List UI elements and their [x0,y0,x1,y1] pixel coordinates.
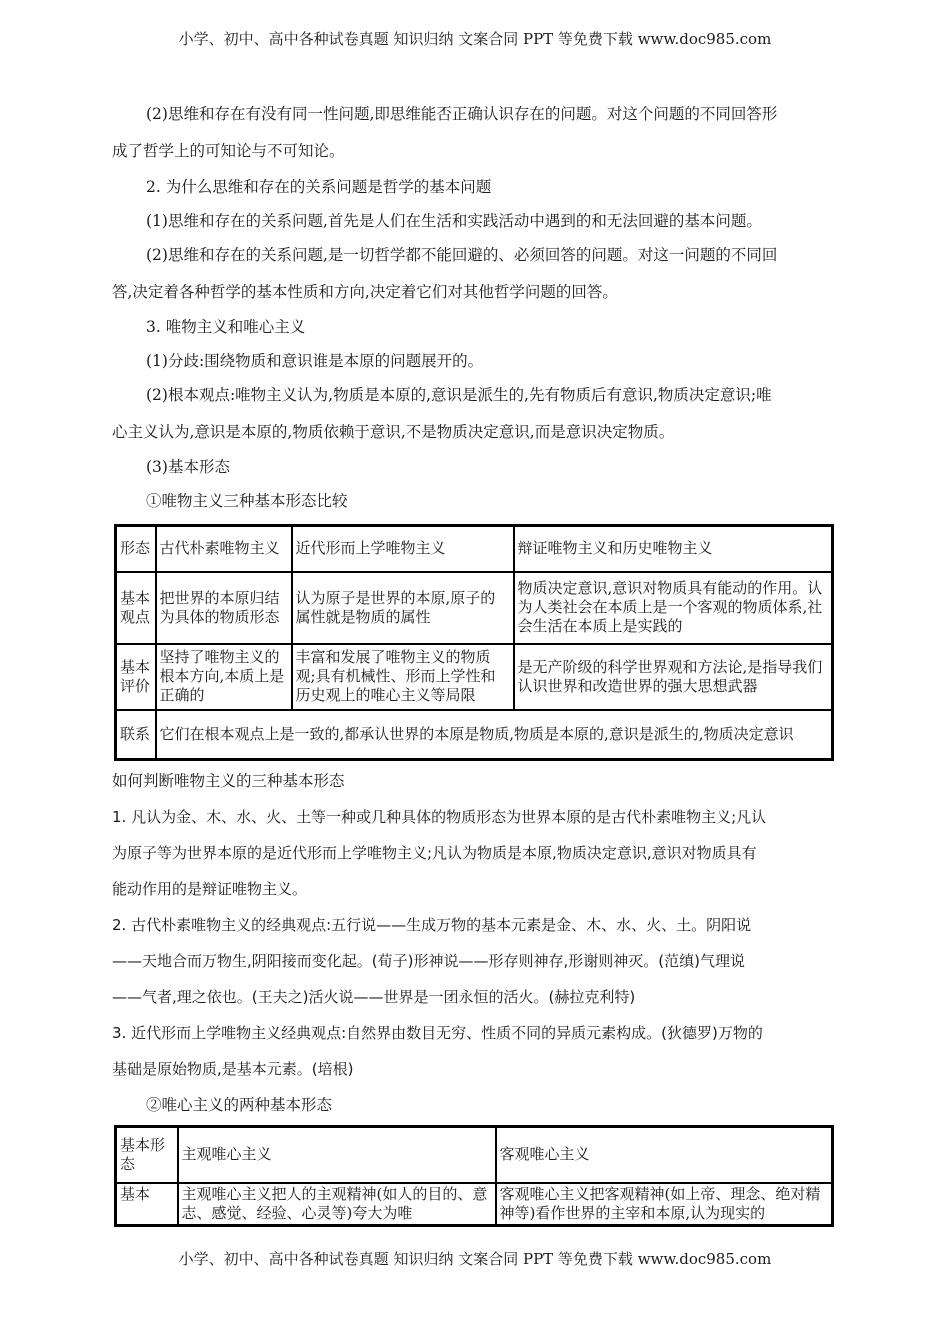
paragraph: 答,决定着各种哲学的基本性质和方向,决定着它们对其他哲学问题的回答。 [112,283,618,301]
section-heading: 2. 为什么思维和存在的关系问题是哲学的基本问题 [146,178,492,196]
table-row [116,526,833,572]
table-row [116,572,833,644]
paragraph: (3)基本形态 [146,458,230,476]
table-cell: 是无产阶级的科学世界观和方法论,是指导我们认识世界和改造世界的强大思想武器 [514,644,833,710]
paragraph: 3. 近代形而上学唯物主义经典观点:自然界由数目无穷、性质不同的异质元素构成。(狄德罗)万物的 [112,1024,763,1042]
table-cell: 物质决定意识,意识对物质具有能动的作用。认为人类社会在本质上是一个客观的物质体系,社会生活在本质上是实践的 [514,572,833,644]
table-cell: 把世界的本原归结为具体的物质形态 [156,572,292,644]
page-header: 小学、初中、高中各种试卷真题 知识归纳 文案合同 PPT 等免费下载 www.doc985.com [178,30,772,48]
table-cell: 基本 [116,1183,178,1226]
paragraph: (2)思维和存在的关系问题,是一切哲学都不能回避的、必须回答的问题。对这一问题的不同回 [146,246,778,264]
table-cell: 基本形态 [116,1127,178,1183]
paragraph: 基础是原始物质,是基本元素。(培根) [112,1060,354,1078]
table-row [116,644,833,710]
paragraph: (2)根本观点:唯物主义认为,物质是本原的,意识是派生的,先有物质后有意识,物质决定意识;唯 [146,386,772,404]
paragraph: 成了哲学上的可知论与不可知论。 [112,142,345,160]
table-cell: 坚持了唯物主义的根本方向,本质上是正确的 [156,644,292,710]
paragraph: 2. 古代朴素唯物主义的经典观点:五行说——生成万物的基本元素是金、木、水、火、土。阴阳说 [112,916,752,934]
table-cell: 丰富和发展了唯物主义的物质观;具有机械性、形而上学性和历史观上的唯心主义等局限 [292,644,514,710]
paragraph: (1)分歧:围绕物质和意识谁是本原的问题展开的。 [146,352,484,370]
table-cell: 古代朴素唯物主义 [156,526,292,572]
section-heading: 3. 唯物主义和唯心主义 [146,318,306,336]
table-cell: 基本观点 [116,572,156,644]
table-cell: 形态 [116,526,156,572]
table-cell: 基本评价 [116,644,156,710]
table-caption: ②唯心主义的两种基本形态 [146,1096,333,1114]
paragraph: (1)思维和存在的关系问题,首先是人们在生活和实践活动中遇到的和无法回避的基本问题。 [146,212,762,230]
page-footer: 小学、初中、高中各种试卷真题 知识归纳 文案合同 PPT 等免费下载 www.doc985.com [178,1250,772,1268]
paragraph: 1. 凡认为金、木、水、火、土等一种或几种具体的物质形态为世界本原的是古代朴素唯物主义;凡认 [112,808,767,826]
subheading: 如何判断唯物主义的三种基本形态 [112,772,345,790]
table-row [116,710,833,760]
paragraph: (2)思维和存在有没有同一性问题,即思维能否正确认识存在的问题。对这个问题的不同回答形 [146,105,778,123]
paragraph: 为原子等为世界本原的是近代形而上学唯物主义;凡认为物质是本原,物质决定意识,意识对物质具有 [112,844,757,862]
idealism-forms-table [114,1125,834,1227]
table-cell: 联系 [116,710,156,760]
table-cell: 近代形而上学唯物主义 [292,526,514,572]
paragraph: ——气者,理之依也。(王夫之)活火说——世界是一团永恒的活火。(赫拉克利特) [112,988,636,1006]
table-cell: 客观唯心主义把客观精神(如上帝、理念、绝对精神等)看作世界的主宰和本原,认为现实的 [496,1183,833,1226]
table-cell: 辩证唯物主义和历史唯物主义 [514,526,833,572]
paragraph: 能动作用的是辩证唯物主义。 [112,880,308,898]
table-caption: ①唯物主义三种基本形态比较 [146,492,348,510]
paragraph: ——天地合而万物生,阴阳接而变化起。(荀子)形神说——形存则神存,形谢则神灭。(范缜)气理说 [112,952,745,970]
table-cell: 客观唯心主义 [496,1127,833,1183]
materialism-comparison-table [114,524,834,761]
table-row [116,1183,833,1226]
paragraph: 心主义认为,意识是本原的,物质依赖于意识,不是物质决定意识,而是意识决定物质。 [112,423,675,441]
table-row [116,1127,833,1183]
table-cell: 认为原子是世界的本原,原子的属性就是物质的属性 [292,572,514,644]
table-cell: 主观唯心主义 [178,1127,496,1183]
table-cell: 主观唯心主义把人的主观精神(如人的目的、意志、感觉、经验、心灵等)夸大为唯 [178,1183,496,1226]
table-cell: 它们在根本观点上是一致的,都承认世界的本原是物质,物质是本原的,意识是派生的,物质决定意识 [156,710,833,760]
